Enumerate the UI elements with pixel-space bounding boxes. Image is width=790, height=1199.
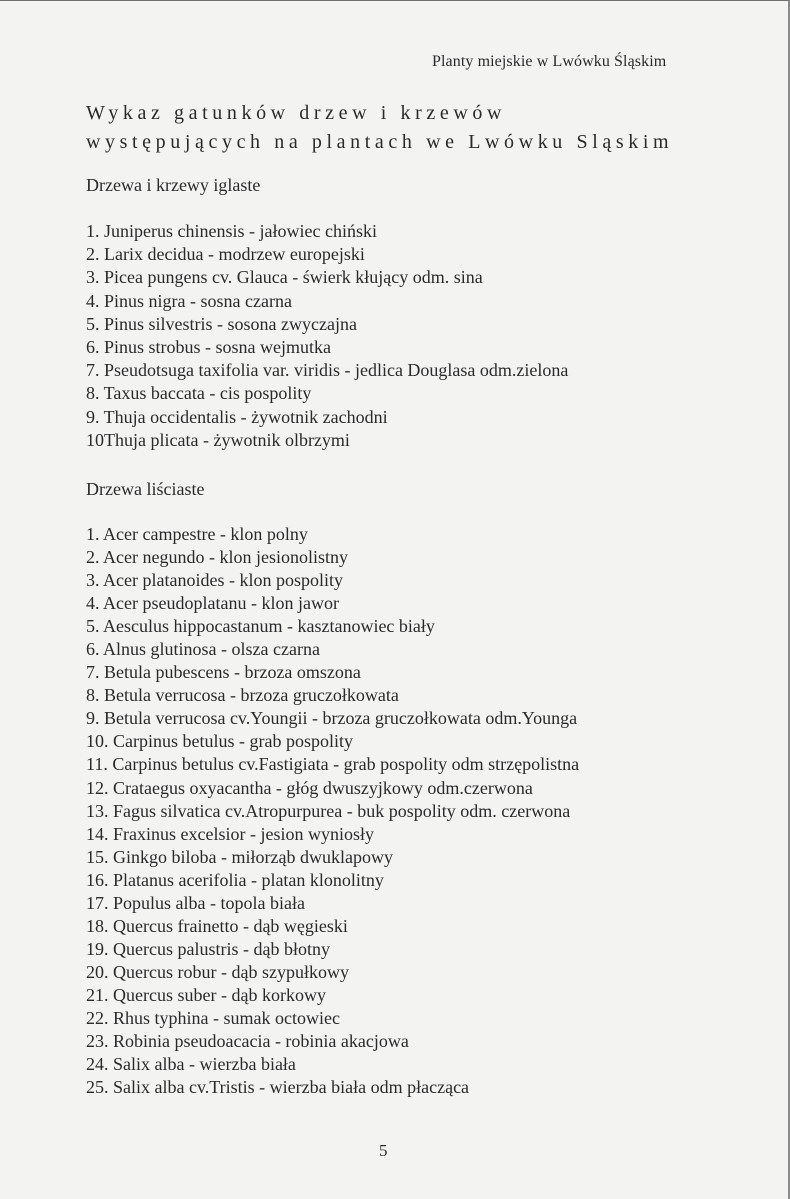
list-item: 2. Acer negundo - klon jesionolistny (86, 547, 348, 568)
list-item: 20. Quercus robur - dąb szypułkowy (86, 961, 349, 982)
deciduous-species-list (86, 523, 579, 1099)
list-item: 9. Betula verrucosa cv.Youngii - brzoza gruczołkowata odm.Younga (86, 708, 578, 729)
list-item: 7. Pseudotsuga taxifolia var. viridis - jedlica Douglasa odm.zielona (86, 360, 569, 381)
list-item: 15. Ginkgo biloba - miłorząb dwuklapowy (86, 846, 393, 867)
list-item: 5. Aesculus hippocastanum - kasztanowiec biały (86, 616, 435, 637)
section-heading-deciduous: Drzewa liściaste (86, 479, 205, 499)
list-item: 18. Quercus frainetto - dąb węgieski (86, 915, 348, 936)
list-item: 8. Betula verrucosa - brzoza gruczołkowata (86, 685, 399, 706)
list-item: 11. Carpinus betulus cv.Fastigiata - grab pospolity odm strzępolistna (86, 754, 580, 775)
list-item: 14. Fraxinus excelsior - jesion wyniosły (86, 823, 374, 844)
list-item: 24. Salix alba - wierzba biała (86, 1054, 296, 1075)
list-item: 7. Betula pubescens - brzoza omszona (86, 662, 361, 683)
list-item: 10Thuja plicata - żywotnik olbrzymi (86, 429, 350, 450)
list-item: 1. Juniperus chinensis - jałowiec chiński (86, 221, 377, 241)
list-item: 3. Acer platanoides - klon pospolity (86, 570, 343, 591)
running-header: Planty miejskie w Lwówku Śląskim (432, 53, 667, 70)
list-item: 3. Picea pungens cv. Glauca - świerk kłujący odm. sina (86, 267, 483, 288)
section-heading-coniferous: Drzewa i krzewy iglaste (86, 175, 261, 195)
list-item: 6. Pinus strobus - sosna wejmutka (86, 337, 331, 358)
list-item: 1. Acer campestre - klon polny (86, 524, 308, 544)
list-item: 4. Pinus nigra - sosna czarna (86, 290, 292, 311)
list-item: 23. Robinia pseudoacacia - robinia akacjowa (86, 1031, 409, 1052)
list-item: 17. Populus alba - topola biała (86, 892, 305, 913)
list-item: 8. Taxus baccata - cis pospolity (86, 383, 312, 404)
title-line-2: występujących na plantach we Lwówku Sląskim (86, 131, 674, 153)
page-number: 5 (379, 1141, 388, 1160)
page-title (86, 99, 673, 157)
title-line-1: Wykaz gatunków drzew i krzewów (86, 102, 507, 124)
list-item: 9. Thuja occidentalis - żywotnik zachodni (86, 406, 388, 427)
list-item: 21. Quercus suber - dąb korkowy (86, 984, 326, 1005)
list-item: 16. Platanus acerifolia - platan klonolitny (86, 869, 384, 890)
list-item: 19. Quercus palustris - dąb błotny (86, 938, 330, 959)
list-item: 22. Rhus typhina - sumak octowiec (86, 1007, 340, 1028)
list-item: 12. Crataegus oxyacantha - głóg dwuszyjkowy odm.czerwona (86, 777, 533, 798)
list-item: 4. Acer pseudoplatanu - klon jawor (86, 593, 339, 614)
list-item: 2. Larix decidua - modrzew europejski (86, 244, 365, 265)
list-item: 13. Fagus silvatica cv.Atropurpurea - buk pospolity odm. czerwona (86, 800, 571, 821)
list-item: 10. Carpinus betulus - grab pospolity (86, 731, 353, 752)
list-item: 6. Alnus glutinosa - olsza czarna (86, 639, 320, 660)
coniferous-species-list (86, 220, 568, 452)
list-item: 25. Salix alba cv.Tristis - wierzba biała odm płacząca (86, 1077, 470, 1098)
list-item: 5. Pinus silvestris - sosona zwyczajna (86, 313, 357, 334)
